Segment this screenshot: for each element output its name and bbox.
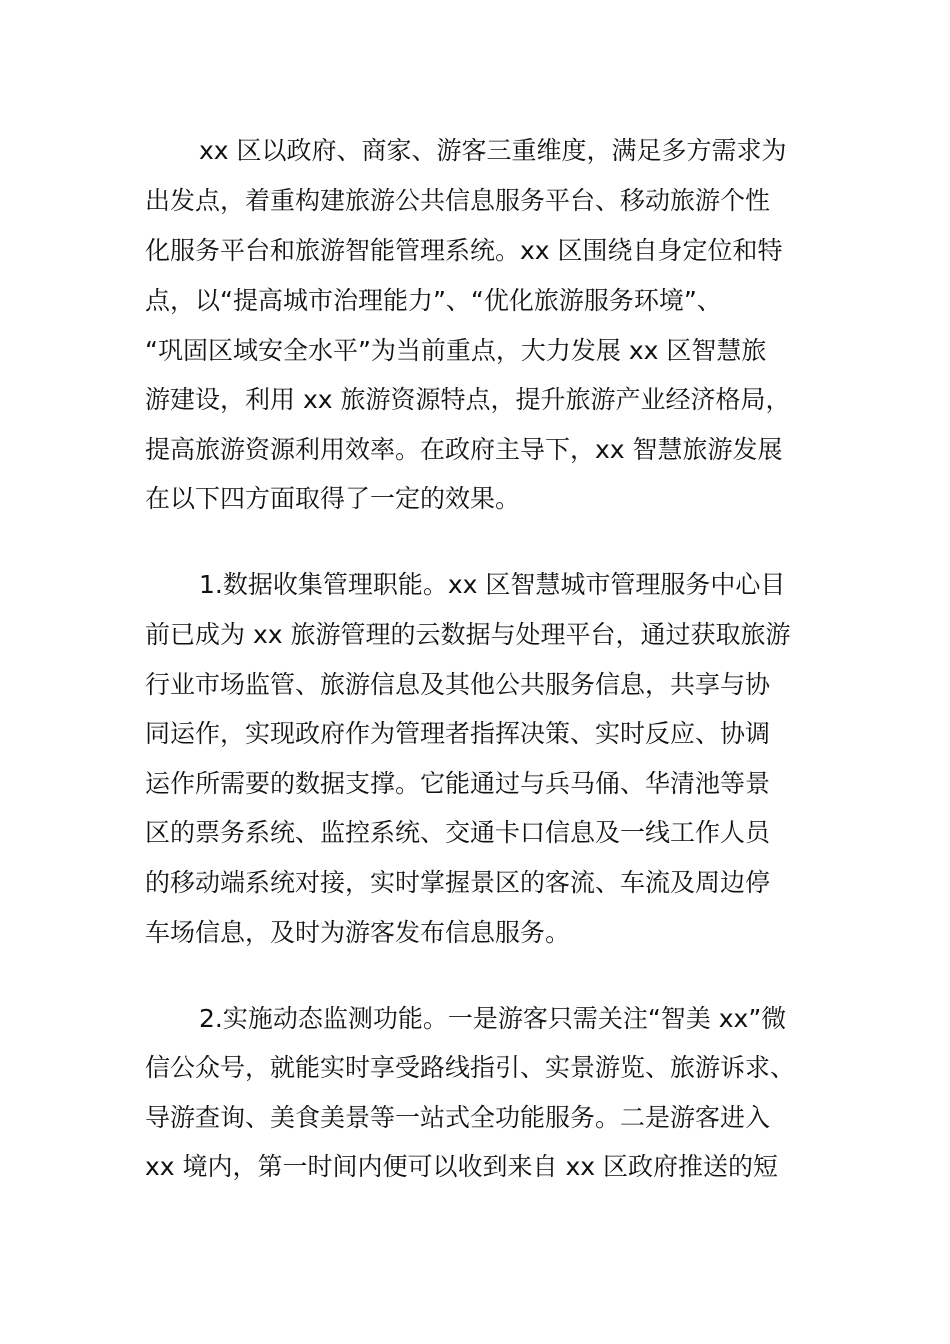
paragraph-2-line-2: 前已成为 xx 旅游管理的云数据与处理平台，通过获取旅游 (145, 620, 791, 649)
paragraph-1-line-7: 提高旅游资源利用效率。在政府主导下，xx 智慧旅游发展 (145, 435, 783, 464)
paragraph-1-line-3: 化服务平台和旅游智能管理系统。xx 区围绕自身定位和特 (145, 236, 783, 265)
paragraph-1-line-5: “巩固区域安全水平”为当前重点，大力发展 xx 区智慧旅 (145, 336, 767, 365)
paragraph-2-line-7: 的移动端系统对接，实时掌握景区的客流、车流及周边停 (145, 868, 771, 897)
paragraph-1-line-1: xx 区以政府、商家、游客三重维度，满足多方需求为 (199, 136, 787, 165)
paragraph-2-line-8: 车场信息，及时为游客发布信息服务。 (145, 918, 571, 947)
paragraph-2-line-5: 运作所需要的数据支撑。它能通过与兵马俑、华清池等景 (145, 769, 771, 798)
paragraph-3-line-3: 导游查询、美食美景等一站式全功能服务。二是游客进入 (145, 1103, 771, 1132)
paragraph-1-line-4: 点，以“提高城市治理能力”、“优化旅游服务环境”、 (145, 286, 722, 315)
paragraph-2-line-6: 区的票务系统、监控系统、交通卡口信息及一线工作人员 (145, 818, 771, 847)
paragraph-1-line-2: 出发点，着重构建旅游公共信息服务平台、移动旅游个性 (145, 186, 771, 215)
paragraph-1-line-6: 游建设，利用 xx 旅游资源特点，提升旅游产业经济格局， (145, 385, 791, 414)
paragraph-3-line-2: 信公众号，就能实时享受路线指引、实景游览、旅游诉求、 (145, 1053, 796, 1082)
paragraph-2-line-3: 行业市场监管、旅游信息及其他公共服务信息，共享与协 (145, 670, 771, 699)
paragraph-3-line-4: xx 境内，第一时间内便可以收到来自 xx 区政府推送的短 (145, 1152, 779, 1181)
paragraph-2-line-4: 同运作，实现政府作为管理者指挥决策、实时反应、协调 (145, 719, 771, 748)
paragraph-2-line-1: 1.数据收集管理职能。xx 区智慧城市管理服务中心目 (199, 570, 786, 599)
paragraph-1-line-8: 在以下四方面取得了一定的效果。 (145, 484, 521, 513)
paragraph-3-line-1: 2.实施动态监测功能。一是游客只需关注“智美 xx”微 (199, 1004, 787, 1033)
